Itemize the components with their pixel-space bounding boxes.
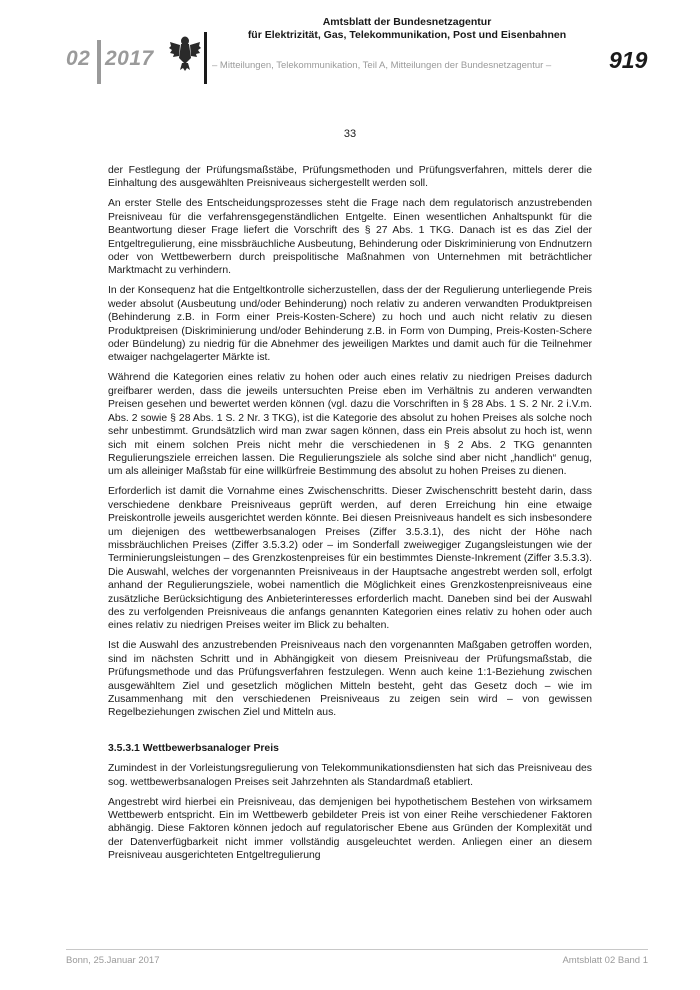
paragraph: An erster Stelle des Entscheidungsprozesses steht die Frage nach dem regulatorisch anzustrebenden Preisniveau für die verfahrensgegenständlichen Entgelte. Einen wesentlichen Anhaltspunkt für die Beantwortung dieser Frage liefert die Vorschrift des § 27 Abs. 1 TKG. Danach ist es das Ziel der Entgeltregulierung, eine missbräuchliche Ausbeutung, Behinderung oder Diskriminierung von Endnutzern oder von Wettbewerbern durch preispolitische Maßnahmen von Unternehmen mit beträchtlicher Marktmacht zu verhindern.	[108, 198, 592, 277]
publication-title-line-1: Amtsblatt der Bundesnetzagentur	[322, 16, 492, 28]
paragraph: Erforderlich ist damit die Vornahme eines Zwischenschritts. Dieser Zwischenschritt besteht darin, dass verschiedene denkbare Preisniveaus geprüft werden, auf deren Erreichung hin eine etwaige Preiskontrolle jeweils ausgerichtet werden könnte. Bei diesen Preisniveaus handelt es sich insbesondere um diejenigen des wettbewerbsanalogen Preises (Ziffer 3.5.3.1), des nicht der Höhe nach missbräuchlichen Preises (Ziffer 3.5.3.2) oder – im Sonderfall zweiwegiger Zugangsleistungen wie der Terminierungsleistungen – des Grenzkostenpreises für ein bestimmtes Dienste-Inkrement (Ziffer 3.5.3.3). Die Auswahl, welches der vorgenannten Preisniveaus in der Hauptsache angestrebt werden soll, erfolgt anhand der Regulierungsziele, wobei namentlich die Möglichkeit eines Grenzkostenpreisniveaus eine zusätzliche Berücksichtigung des Anbieterinteresses erforderlich macht. Daneben sind bei der Auswahl des zu verfolgenden Preisniveaus die anfangs genannten Kategorien eines relativ zu hohen oder auch eines relativ zu niedrigen Preises weiter im Blick zu behalten.	[108, 486, 592, 632]
publication-title-line-2: für Elektrizität, Gas, Telekommunikation, Post und Eisenbahnen	[247, 29, 567, 41]
paragraph: Angestrebt wird hierbei ein Preisniveau, das demjenigen bei hypothetischem Bestehen von wirksamem Wettbewerb entspricht. Ein im Wettbewerb gebildeter Preis ist von einer Reihe verschiedener Faktoren abhängig. Diese Faktoren können jedoch auf regulatorischer Ebene aus Gründen der Komplexität und der Datenverfügbarkeit nicht immer vollständig ausgeleuchtet werden. Anliegen einer an diesem Preisniveau ausgerichteten Entgeltregulierung	[108, 796, 592, 862]
issue-divider	[97, 40, 101, 84]
page-number: 919	[609, 47, 648, 73]
footer-date: Bonn, 25.Januar 2017	[66, 955, 160, 966]
footer-issue: Amtsblatt 02 Band 1	[562, 955, 648, 966]
emblem-divider	[204, 32, 207, 84]
section-title: Wettbewerbsanaloger Preis	[142, 742, 279, 754]
footer-divider	[66, 949, 648, 950]
publication-subtitle: – Mitteilungen, Telekommunikation, Teil A, Mitteilungen der Bundesnetzagentur –	[212, 60, 552, 71]
paragraph: Zumindest in der Vorleistungsregulierung von Telekommunikationsdiensten hat sich das Preisniveau des sog. wettbewerbsanalogen Preises seit Jahrzehnten als Standardmaß etabliert.	[108, 763, 592, 788]
page-header	[0, 0, 700, 100]
document-body	[108, 164, 592, 869]
publication-title	[215, 16, 599, 42]
paragraph: Ist die Auswahl des anzustrebenden Preisniveaus nach den vorgenannten Maßgaben getroffen worden, sind im nächsten Schritt und in Abhängigkeit von diesem Preisniveau der Prüfungsmaßstab, die Prüfungsmethode und das Prüfungsverfahren festzulegen. Wenn auch keine 1:1-Beziehung zwischen ausgewähltem Ziel und gesetzlich möglichen Mitteln besteht, geht das Gesetz doch – wie im Zusammenhang mit den verschiedenen Preisniveaus zu zeigen sein wird – von gewissen Regelbeziehungen zwischen Ziel und Mitteln aus.	[108, 640, 592, 719]
paragraph: der Festlegung der Prüfungsmaßstäbe, Prüfungsmethoden und Prüfungsverfahren, mittels derer die Einhaltung des ausgewählten Preisniveaus sichergestellt werden soll.	[108, 165, 592, 190]
paragraph: In der Konsequenz hat die Entgeltkontrolle sicherzustellen, dass der der Regulierung unterliegende Preis weder absolut (Ausbeutung und/oder Behinderung) noch relativ zu anderen verwandten Produktpreisen (Behinderung z.B. in Form einer Preis-Kosten-Schere) zu hoch und auch nicht relativ zu diesen Produktpreisen (Diskriminierung und/oder Behinderung z.B. in Form von Dumping, Preis-Kosten-Schere oder Bündelung) zu niedrig für die Abnehmer des jeweiligen Marktes und damit auch für die Teilnehmer etwaiger nachgelagerter Märkte ist.	[108, 285, 592, 364]
issue-number: 02	[66, 47, 91, 70]
inner-page-number: 33	[343, 128, 357, 140]
federal-eagle-icon	[168, 34, 202, 72]
paragraph: Während die Kategorien eines relativ zu hohen oder auch eines relativ zu niedrigen Preises dadurch greifbarer werden, dass die jeweils untersuchten Preise eben im Verhältnis zu anderen verwandten Preisen gesehen und bewertet werden können (vgl. dazu die Vorschriften in § 28 Abs. 1 S. 2 Nr. 2 i.V.m. Abs. 2 sowie § 28 Abs. 1 S. 2 Nr. 3 TKG), ist die Kategorie des absolut zu hohen Preises als solche noch sehr unbestimmt. Grundsätzlich wird man zwar sagen können, dass ein Preis absolut zu hoch ist, wenn sich mit einem solchen Preis nicht mehr die verschiedenen in § 2 Abs. 2 TKG genannten Regulierungsziele erreichen lassen. Die Regulierungsziele als solche sind aber nicht „handlich“ genug, um als alleiniger Maßstab für eine willkürfreie Bestimmung des absolut zu hohen Preises zu dienen.	[108, 372, 592, 478]
issue-year: 2017	[105, 47, 154, 70]
section-number: 3.5.3.1	[108, 742, 140, 754]
section-heading	[108, 742, 592, 755]
